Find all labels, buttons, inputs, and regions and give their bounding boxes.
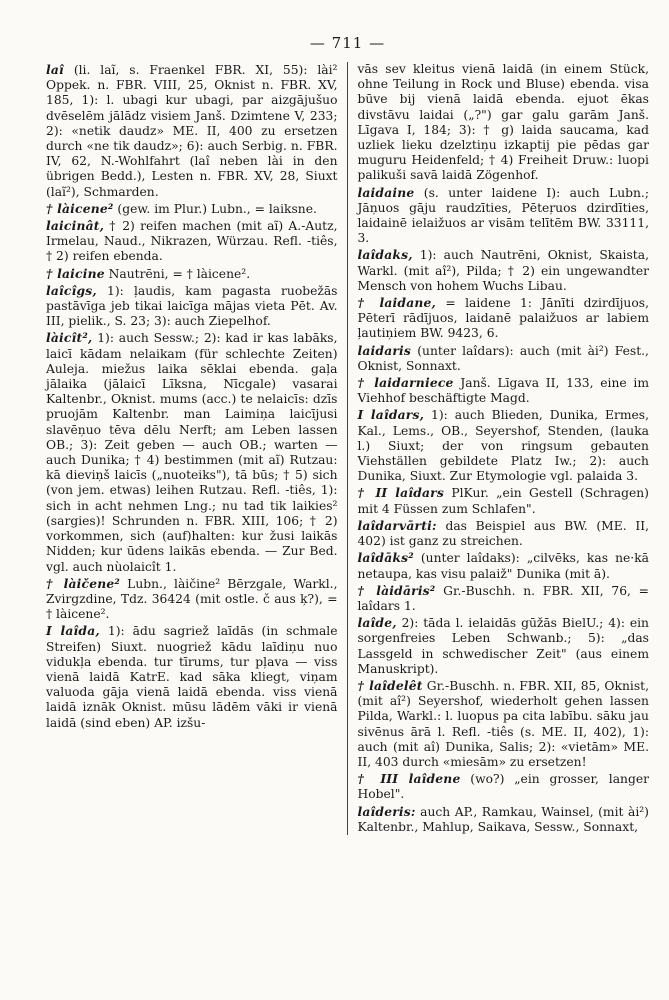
entry-text: PlKur. „ein Gestell (Schragen) mit 4 Füssen zum Schlafen". (357, 486, 649, 516)
entry-headword: laî (46, 62, 64, 77)
dictionary-entry (46, 266, 338, 282)
left-column (46, 62, 347, 835)
entry-text: das Beispiel aus BW. (ME. II, 402) ist ganz zu streichen. (357, 518, 649, 549)
dictionary-entry (357, 804, 649, 835)
dictionary-entry (357, 583, 649, 614)
right-column (347, 62, 649, 835)
dictionary-entry (46, 576, 338, 623)
dictionary-entry (357, 62, 649, 184)
entry-text: 1): ļaudis, kam pagasta ruobežās pastāvīga jeb tikai laicīga mājas vieta Pēt. Av. III, pielik., S. 23; 3): auch Ziepelhof. (46, 283, 338, 329)
entry-text: 1): auch Nautrēni, Oknist, Skaista, Warkl. (mit aî²), Pilda; † 2) ein ungewandter Mensch von hohem Wuchs Libau. (357, 248, 649, 293)
entry-text: 2): tāda l. ielaidās gūžās BielU.; 4): ein sorgenfreies Leben Schwanb.; 5): „das Lassgeld in schwedischer Zeit" (aus einem Manuskript). (357, 616, 649, 676)
dictionary-entry (357, 407, 649, 484)
page-number: — 711 — (309, 34, 386, 52)
dictionary-entry (357, 615, 649, 677)
dictionary-entry (357, 550, 649, 581)
entry-headword: laidaris (357, 342, 412, 358)
dictionary-entry (357, 295, 649, 342)
dictionary-entry (46, 201, 338, 217)
dictionary-entry (357, 771, 649, 802)
entry-text: auch AP., Ramkau, Wainsel, (mit ài²) Kaltenbr., Mahlup, Saikava, Sessw., Sonnaxt, (357, 804, 649, 834)
dictionary-entry (357, 375, 649, 406)
entry-headword: † laicine (46, 265, 105, 281)
entry-text: (li. laĩ, s. Fraenkel FBR. XI, 55): lài² Oppek. n. FBR. VIII, 25, Oknist n. FBR. XV, 185, 1): l. ubagi kur ubagi, par aizgājušuo dvēselēm jālādz visiem Janš. Dzimtene V, 233; 2): «netik daudz» ME. II, 400 zu ersetzen durch «ne tik daudz»; 6): auch Serbig. n. FBR. IV, 62, N.-Wohlfahrt (laî neben lài in den übrigen Bedd.), Lesten n. FBR. XV, 28, Siuxt (laĩ²), Schmarden. (46, 63, 338, 199)
dictionary-entry (46, 330, 338, 574)
entry-headword: laidaine (357, 184, 415, 200)
dictionary-entry (46, 623, 338, 730)
entry-headword: † làicene² (46, 200, 114, 216)
entry-headword: † III laîdene (357, 771, 461, 787)
entry-text: † 2) reifen machen (mit aĩ) A.-Autz, Irmelau, Naud., Nikrazen, Würzau. Refl. -tiês, † 2) reifen ebenda. (46, 219, 338, 264)
entry-headword: laîderis: (357, 803, 416, 819)
entry-headword: laicinât, (46, 218, 105, 234)
entry-text: (gew. im Plur.) Lubn., = laiksne. (117, 201, 317, 216)
entry-headword: I laîda, (46, 623, 100, 639)
entry-headword: † làičene² (46, 575, 120, 591)
entry-text: (wo?) „ein grosser, langer Hobel". (357, 772, 649, 802)
entry-text: 1): auch Blieden, Dunika, Ermes, Kal., Lems., OB., Seyershof, Stenden, (lauka l.) Siuxt; der von ringsum gebauten Viehställen gebildete Platz Iw.; 2): auch Dunika, Siuxt. Zur Etymologie vgl. palaida 3. (357, 408, 649, 484)
entry-text: Lubn., làičine² Bērzgale, Warkl., Zvirgzdine, Tdz. 36424 (mit ostle. č aus ķ?), = † làicene². (46, 576, 338, 622)
dictionary-entry (357, 185, 649, 247)
entry-headword: † II laîdars (357, 485, 444, 501)
entry-headword: laîdāks² (357, 550, 414, 566)
entry-text: 1): ādu sagriež laīdās (in schmale Streifen) Siuxt. nuogriež kādu laīdiņu nuo vidukļa ebenda. tur tīrums, tur pļava — viss vienā laidā KatrE. kad sāka kliegt, viņam valuoda gāja vienā laidā ebenda. viss vienā laidā iznāk Oknist. mūsu lādēm vāki ir vienā laidā (sind eben) AP. izšu- (46, 624, 338, 730)
entry-text: Gr.-Buschh. n. FBR. XII, 85, Oknist, (mit aî²) Seyershof, wiederholt gehen lassen Pilda, Warkl.: l. luopus pa cita labību. sāku jau sivēnus ārā l. Refl. -tiês (s. ME. II, 402), 1): auch (mit aî) Dunika, Salis; 2): «vietām» ME. II, 403 durch «miesām» zu ersetzen! (357, 678, 649, 769)
dictionary-entry (357, 518, 649, 549)
dictionary-entry (357, 247, 649, 294)
dictionary-entry (357, 485, 649, 516)
entry-text: (s. unter laidene I): auch Lubn.; Jāņuos gāju raudzīties, Pēteŗuos dzirdīties, laidainē ielaižuos ar visām telītēm BW. 33111, 3. (357, 185, 649, 246)
entry-headword: † laidane, (357, 295, 437, 311)
entry-headword: laîdaks, (357, 247, 413, 263)
entry-headword: † làidāris² (357, 582, 436, 598)
dictionary-entry (46, 218, 338, 265)
dictionary-entry (46, 62, 338, 200)
entry-text: (unter laîdaks): „cilvēks, kas ne·kā netaupa, kas visu palaiž" Dunika (mit ā). (357, 551, 649, 581)
dictionary-entry (357, 678, 649, 770)
entry-text: (unter laîdars): auch (mit ài²) Fest., Oknist, Sonnaxt. (357, 343, 649, 373)
entry-headword: I laîdars, (357, 407, 425, 423)
entry-text: Gr.-Buschh. n. FBR. XII, 76, = laîdars 1. (357, 583, 649, 613)
dictionary-entry (357, 343, 649, 374)
entry-text: Nautrēni, = † làicene². (108, 266, 251, 281)
entry-text: Janš. Līgava II, 133, eine im Viehhof beschäftigte Magd. (357, 376, 649, 406)
entry-headword: laîdarvārti: (357, 517, 437, 533)
entry-text: 1): auch Sessw.; 2): kad ir kas labāks, laicī kādam nelaikam (für schlechte Zeiten) Auleja. miežus laika sēklai ebenda. gaļa jālaika (jālaicī Līksna, Nīcgale) vasarai Kaltenbr., Oknist. mums (acc.) te nelaicīs: dzīs pruojām Kaltenbr. man Laimiņa laicījusi slavēņuo tēva dēlu Nerft; am Leben lassen OB.; 3): Zeit geben — auch OB.; warten — auch Dunika; † 4) bestimmen (mit aĩ) Rutzau: kā dieviņš laicīs („nuoteiks"), tā būs; † 5) sich (von jem. etwas) leihen Rutzau. Refl. -tiês, 1): sich in acht nehmen Lng.; nu tad tik laikies² (sargies)! Schrunden n. FBR. XIII, 106; † 2) vorkommen, sich (auf)halten: kur žusi laikās Nidden; kur ūdens laikās ebenda. — Zur Bed. vgl. auch nùolaicît 1. (46, 331, 338, 574)
dictionary-entry (46, 283, 338, 330)
entry-headword: † laîdelêt (357, 677, 423, 693)
entry-headword: laîde, (357, 615, 397, 631)
entry-headword: † laidarniece (357, 375, 454, 391)
entry-headword: laîcîgs, (46, 282, 97, 298)
entry-headword: làicît², (46, 330, 93, 346)
entry-text: = laidene 1: Jānīti dzirdījuos, Pēterī rādījuos, laidanē palaižuos ar labiem ļautiņiem BW. 9423, 6. (357, 296, 649, 341)
columns (46, 62, 649, 835)
entry-text: vās sev kleitus vienā laidā (in einem Stück, ohne Teilung in Rock und Bluse) ebenda. visa būve bij vienā laidā ebenda. ejuot ēkas divstāvu laidai („?") gar galu garām Janš. Līgava I, 184; 3): † g) laida saucama, kad uzliek lieku dzelztiņu izkaptij pie pēdas gar muguru Heidenfeld; † 4) Freiheit Druw.: luopi palikuši savā laidā Zögenhof. (357, 62, 649, 183)
